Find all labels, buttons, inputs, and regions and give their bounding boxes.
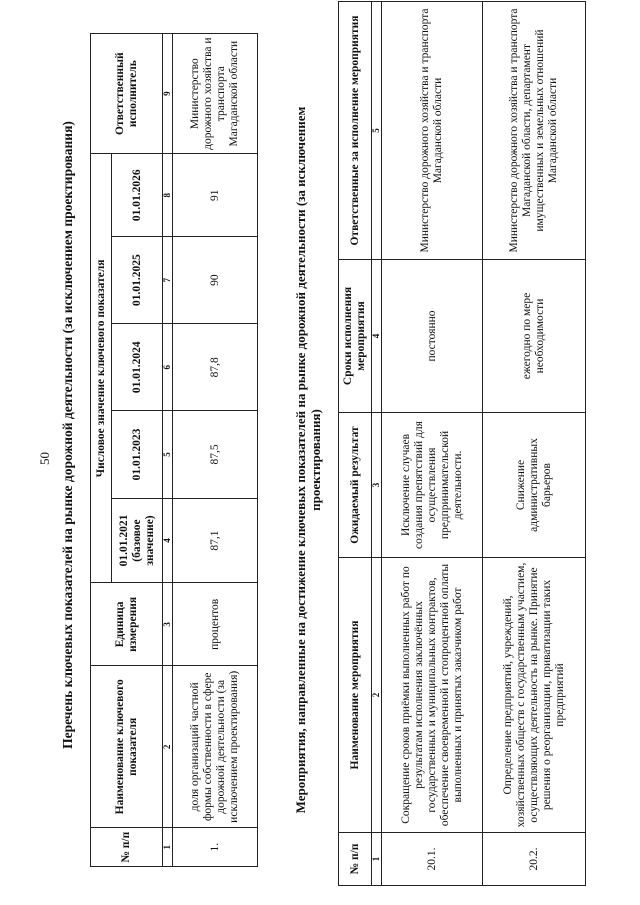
col-number: 2 bbox=[163, 666, 173, 828]
t1-header-responsible: Ответственный исполнитель bbox=[91, 34, 163, 154]
key-indicators-table bbox=[90, 33, 258, 867]
table-row bbox=[382, 2, 483, 886]
col-number: 1 bbox=[163, 828, 173, 867]
value-2021: 87,1 bbox=[173, 498, 258, 583]
t1-header-2021: 01.01.2021 (базовое значение) bbox=[112, 498, 163, 583]
col-number: 1 bbox=[372, 833, 382, 886]
t2-header-name: Наименование мероприятия bbox=[339, 558, 372, 833]
measure-deadline: постоянно bbox=[382, 260, 483, 413]
measure-responsible: Министерство дорожного хозяйства и транспорта Магаданской области bbox=[382, 2, 483, 260]
measures-table bbox=[338, 1, 586, 886]
table2-title: Мероприятия, направленные на достижение ключевых показателей на рынке дорожной деятельности (за исключением проектирования) bbox=[293, 106, 323, 814]
measure-name: Сокращение сроков приёмки выполненных работ по результатам исполнения заключённых государственных и муниципальных контрактов, обеспечение своевременной и стопроцентной оплаты выполненных и принятых заказчиком работ bbox=[382, 558, 483, 833]
measure-result: Исключение случаев создания препятствий для осуществления предпринимательской деятельности. bbox=[382, 413, 483, 558]
t1-header-value-group: Числовое значение ключевого показателя bbox=[91, 154, 112, 583]
col-number: 9 bbox=[163, 34, 173, 154]
value-2026: 91 bbox=[173, 154, 258, 237]
table-row bbox=[483, 2, 586, 886]
col-number: 6 bbox=[163, 324, 173, 411]
page-number: 50 bbox=[37, 452, 52, 465]
value-2025: 90 bbox=[173, 237, 258, 324]
t1-header-2023: 01.01.2023 bbox=[112, 411, 163, 498]
t2-header-result: Ожидаемый результат bbox=[339, 413, 372, 558]
measure-num: 20.1. bbox=[382, 833, 483, 886]
col-number: 8 bbox=[163, 154, 173, 237]
col-number: 3 bbox=[163, 583, 173, 666]
indicator-responsible: Министерство дорожного хозяйства и транспорта Магаданской области bbox=[173, 34, 258, 154]
row-num: 1. bbox=[173, 828, 258, 867]
measure-responsible: Министерство дорожного хозяйства и транспорта Магаданской области, департамент имущественных и земельных отношений Магаданской области bbox=[483, 2, 586, 260]
value-2023: 87,5 bbox=[173, 411, 258, 498]
col-number: 5 bbox=[372, 2, 382, 260]
t1-header-2026: 01.01.2026 bbox=[112, 154, 163, 237]
t2-header-responsible: Ответственные за исполнение мероприятия bbox=[339, 2, 372, 260]
col-number: 5 bbox=[163, 411, 173, 498]
t1-header-unit: Единица измерения bbox=[91, 583, 163, 666]
col-number: 7 bbox=[163, 237, 173, 324]
t1-header-num: № п/п bbox=[91, 828, 163, 867]
indicator-name: доля организаций частной формы собственности в сфере дорожной деятельности (за исключением проектирования) bbox=[173, 666, 258, 828]
value-2024: 87,8 bbox=[173, 324, 258, 411]
indicator-unit: процентов bbox=[173, 583, 258, 666]
col-number: 3 bbox=[372, 413, 382, 558]
table-row bbox=[173, 34, 258, 867]
t1-header-name: Наименование ключевого показателя bbox=[91, 666, 163, 828]
t1-header-2025: 01.01.2025 bbox=[112, 237, 163, 324]
table1-title: Перечень ключевых показателей на рынке дорожной деятельности (за исключением проектирования) bbox=[60, 121, 75, 749]
col-number: 2 bbox=[372, 558, 382, 833]
measure-num: 20.2. bbox=[483, 833, 586, 886]
t1-header-2024: 01.01.2024 bbox=[112, 324, 163, 411]
col-number: 4 bbox=[372, 260, 382, 413]
col-number: 4 bbox=[163, 498, 173, 583]
measure-name: Определение предприятий, учреждений, хозяйственных обществ с государственным участием, осуществляющих деятельность на рынке. Принятие решения о реорганизации, приватизации таких предприятий bbox=[483, 558, 586, 833]
measure-deadline: ежегодно по мере необходимости bbox=[483, 260, 586, 413]
t2-header-deadline: Сроки исполнения мероприятия bbox=[339, 260, 372, 413]
t2-header-num: № п/п bbox=[339, 833, 372, 886]
measure-result: Снижение административных барьеров bbox=[483, 413, 586, 558]
